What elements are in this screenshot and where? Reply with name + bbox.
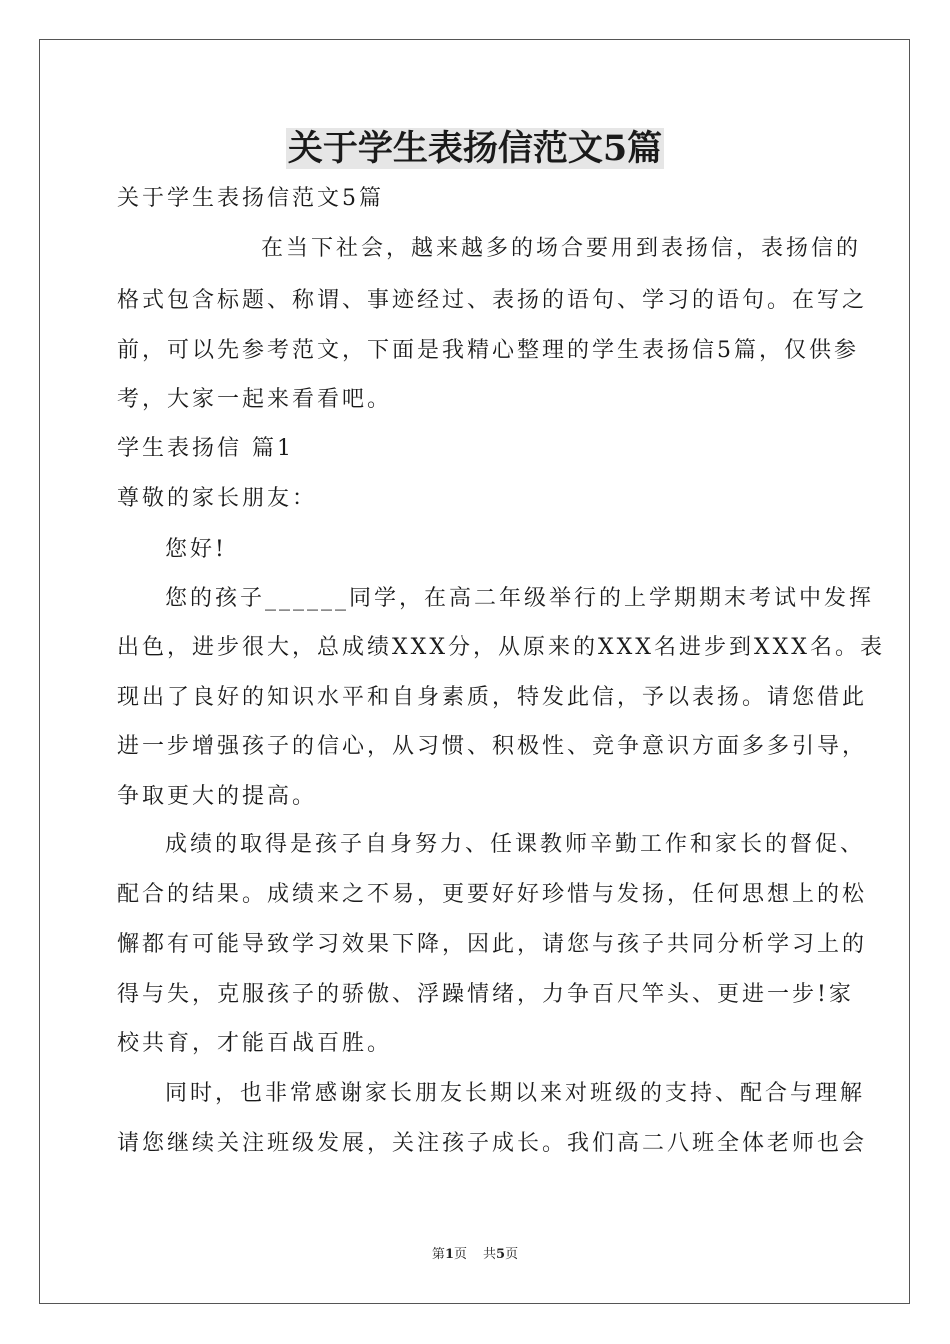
paragraph-line: 配合的结果。成绩来之不易，更要好好珍惜与发扬，任何思想上的松 (117, 882, 868, 907)
paragraph-line: 进一步增强孩子的信心，从习惯、积极性、竞争意识方面多多引导， (117, 734, 868, 759)
page-border (39, 39, 910, 1304)
footer-total-suffix: 页 (505, 1247, 519, 1262)
page-footer (0, 1246, 950, 1264)
paragraph-line: 格式包含标题、称谓、事迹经过、表扬的语句、学习的语句。在写之 (117, 288, 868, 313)
section-heading: 学生表扬信 篇1 (117, 436, 294, 461)
footer-total-prefix: 共 (483, 1247, 497, 1262)
paragraph-line: 懈都有可能导致学习效果下降，因此，请您与孩子共同分析学习上的 (117, 932, 868, 957)
paragraph-line: 考，大家一起来看看吧。 (117, 387, 393, 412)
paragraph-line: 校共育，才能百战百胜。 (117, 1031, 393, 1056)
paragraph-line: 得与失，克服孩子的骄傲、浮躁情绪，力争百尺竿头、更进一步!家 (117, 982, 854, 1007)
document-title (0, 124, 950, 174)
paragraph-line: 请您继续关注班级发展，关注孩子成长。我们高二八班全体老师也会 (117, 1131, 868, 1156)
footer-page-number: 1 (444, 1247, 454, 1262)
salutation: 尊敬的家长朋友： (117, 486, 318, 511)
document-title-text: 关于学生表扬信范文5篇 (287, 128, 663, 169)
paragraph-line: 现出了良好的知识水平和自身素质，特发此信，予以表扬。请您借此 (117, 685, 868, 710)
footer-page-suffix: 页 (453, 1247, 467, 1262)
paragraph-line: 前，可以先参考范文，下面是我精心整理的学生表扬信5篇，仅供参 (117, 338, 859, 363)
footer-total-number: 5 (496, 1247, 506, 1262)
greeting: 您好! (165, 537, 227, 562)
paragraph-line: 成绩的取得是孩子自身努力、任课教师辛勤工作和家长的督促、 (165, 832, 866, 857)
paragraph-line: 在当下社会，越来越多的场合要用到表扬信，表扬信的 (261, 236, 862, 261)
paragraph-line: 您的孩子______同学，在高二年级举行的上学期期末考试中发挥 (165, 586, 875, 611)
paragraph-line: 同时，也非常感谢家长朋友长期以来对班级的支持、配合与理解 (165, 1081, 866, 1106)
paragraph-line: 争取更大的提高。 (117, 784, 318, 809)
footer-page-prefix: 第 (431, 1247, 445, 1262)
paragraph-line: 出色，进步很大，总成绩XXX分，从原来的XXX名进步到XXX名。表 (117, 635, 885, 660)
subtitle-line: 关于学生表扬信范文5篇 (117, 186, 384, 211)
